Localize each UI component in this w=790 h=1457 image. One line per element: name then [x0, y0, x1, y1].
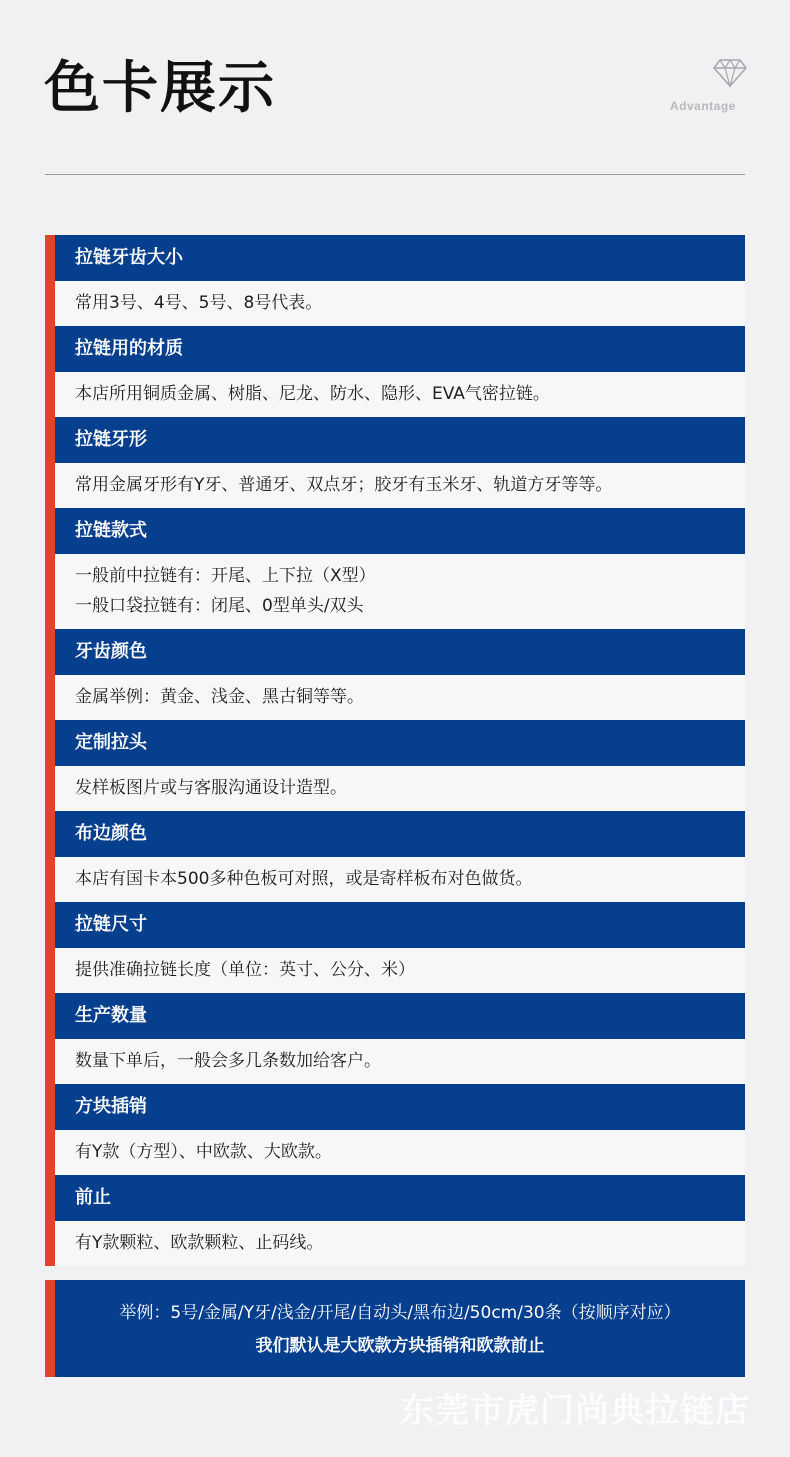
section-body: [45, 766, 745, 811]
page-title: 色卡展示: [44, 56, 276, 121]
default-note: 我们默认是大欧款方块插销和欧款前止: [255, 1336, 545, 1356]
accent-bar: [45, 720, 55, 766]
accent-bar: [45, 554, 55, 629]
spec-section: [45, 902, 745, 993]
spec-section: [45, 508, 745, 629]
accent-bar: [45, 629, 55, 675]
section-heading: 前止: [75, 1187, 111, 1208]
accent-bar: [45, 1084, 55, 1130]
spec-section: [45, 629, 745, 720]
accent-bar: [45, 372, 55, 417]
accent-bar: [45, 675, 55, 720]
section-header: [45, 1084, 745, 1130]
spec-section: [45, 1175, 745, 1266]
section-heading: 拉链用的材质: [75, 338, 183, 359]
section-body: [45, 857, 745, 902]
section-header: [45, 629, 745, 675]
section-header: [45, 508, 745, 554]
section-body: [45, 675, 745, 720]
accent-bar: [45, 993, 55, 1039]
section-text: 一般口袋拉链有：闭尾、0型单头/双头: [75, 596, 364, 616]
accent-bar: [45, 281, 55, 326]
accent-bar: [45, 1130, 55, 1175]
spec-section: [45, 993, 745, 1084]
section-header: [45, 235, 745, 281]
section-body: [45, 1039, 745, 1084]
section-heading: 布边颜色: [75, 823, 147, 844]
section-body: [45, 1221, 745, 1266]
accent-bar: [45, 811, 55, 857]
accent-bar: [45, 1280, 55, 1377]
accent-bar: [45, 902, 55, 948]
example-footer: [45, 1280, 745, 1377]
section-body: [45, 948, 745, 993]
title-divider: [45, 174, 745, 175]
section-header: [45, 1175, 745, 1221]
section-heading: 拉链款式: [75, 520, 147, 541]
section-text: 发样板图片或与客服沟通设计造型。: [75, 778, 347, 798]
spec-section: [45, 1084, 745, 1175]
section-body: [45, 1130, 745, 1175]
accent-bar: [45, 948, 55, 993]
section-text: 常用3号、4号、5号、8号代表。: [75, 293, 323, 313]
advantage-label: Advantage: [670, 99, 736, 113]
section-header: [45, 720, 745, 766]
spec-section: [45, 811, 745, 902]
section-heading: 牙齿颜色: [75, 641, 147, 662]
section-header: [45, 811, 745, 857]
section-list: [45, 235, 745, 1266]
accent-bar: [45, 1039, 55, 1084]
section-heading: 拉链牙齿大小: [75, 247, 183, 268]
section-header: [45, 993, 745, 1039]
spec-section: [45, 235, 745, 326]
section-heading: 生产数量: [75, 1005, 147, 1026]
section-text: 本店有国卡本500多种色板可对照，或是寄样板布对色做货。: [75, 869, 533, 889]
accent-bar: [45, 1221, 55, 1266]
section-body: [45, 281, 745, 326]
section-heading: 拉链牙形: [75, 429, 147, 450]
accent-bar: [45, 857, 55, 902]
section-header: [45, 326, 745, 372]
accent-bar: [45, 417, 55, 463]
accent-bar: [45, 326, 55, 372]
section-text: 一般前中拉链有：开尾、上下拉（X型）: [75, 566, 376, 586]
section-text: 本店所用铜质金属、树脂、尼龙、防水、隐形、EVA气密拉链。: [75, 384, 550, 404]
spec-section: [45, 326, 745, 417]
accent-bar: [45, 508, 55, 554]
section-body: [45, 463, 745, 508]
section-text: 提供准确拉链长度（单位：英寸、公分、米）: [75, 960, 415, 980]
section-body: [45, 372, 745, 417]
section-body: [45, 554, 745, 629]
section-heading: 拉链尺寸: [75, 914, 147, 935]
section-heading: 方块插销: [75, 1096, 147, 1117]
accent-bar: [45, 766, 55, 811]
spec-section: [45, 417, 745, 508]
section-text: 数量下单后，一般会多几条数加给客户。: [75, 1051, 381, 1071]
accent-bar: [45, 463, 55, 508]
example-text: 举例：5号/金属/Y牙/浅金/开尾/自动头/黑布边/50cm/30条（按顺序对应）: [119, 1303, 681, 1323]
section-header: [45, 902, 745, 948]
section-heading: 定制拉头: [75, 732, 147, 753]
section-header: [45, 417, 745, 463]
section-text: 有Y款颗粒、欧款颗粒、止码线。: [75, 1233, 324, 1253]
diamond-icon: [712, 58, 748, 88]
accent-bar: [45, 1175, 55, 1221]
spec-section: [45, 720, 745, 811]
shop-watermark: 东莞市虎门尚典拉链店: [400, 1391, 750, 1431]
section-text: 金属举例：黄金、浅金、黑古铜等等。: [75, 687, 364, 707]
section-text: 常用金属牙形有Y牙、普通牙、双点牙；胶牙有玉米牙、轨道方牙等等。: [75, 475, 613, 495]
section-text: 有Y款（方型）、中欧款、大欧款。: [75, 1142, 332, 1162]
accent-bar: [45, 235, 55, 281]
